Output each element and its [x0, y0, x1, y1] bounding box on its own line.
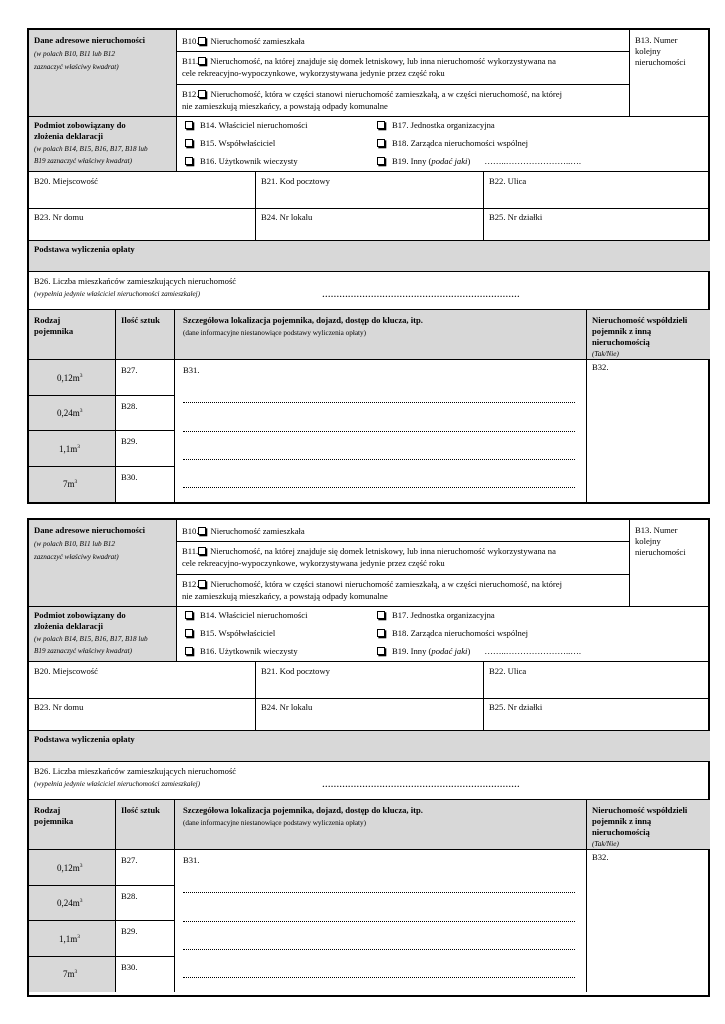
subject-title: Podmiot zobowiązany do — [34, 120, 126, 130]
b14-option[interactable] — [185, 120, 307, 131]
b16-checkbox[interactable] — [185, 157, 193, 165]
unit-sup: 3 — [74, 479, 78, 485]
address-hint: (w polach B10, B11 lub B12 — [34, 50, 115, 58]
b16-label: B16. Użytkownik wieczysty — [200, 156, 298, 166]
address-title: Dane adresowe nieruchomości — [34, 35, 146, 45]
col-loc-hint: (dane informacyjne niestanowiące podstawy wyliczenia opłaty) — [183, 329, 367, 337]
b13-label: nieruchomości — [635, 57, 686, 67]
b20-field[interactable] — [29, 662, 256, 699]
col-qty-label: Ilość sztuk — [121, 315, 160, 325]
b25-field[interactable] — [484, 209, 710, 241]
b16-option[interactable] — [185, 156, 298, 167]
b11-text: Nieruchomość, na której znajduje się domek letniskowy, lub inna nieruchomość wykorzystywana na — [210, 56, 556, 66]
b18-label: B18. Zarządca nieruchomości wspólnej — [392, 628, 529, 638]
basis-title: Podstawa wyliczenia opłaty — [34, 734, 135, 744]
b11-cell[interactable] — [177, 542, 630, 575]
b12-label: B12. — [182, 579, 199, 589]
col-loc-label: Szczegółowa lokalizacja pojemnika, dojazd, dostęp do klucza, itp. — [183, 315, 423, 325]
subject-label-cell — [29, 607, 177, 662]
basis-header — [29, 731, 710, 762]
b23-field[interactable] — [29, 699, 256, 731]
b12-checkbox[interactable] — [198, 580, 206, 588]
b19-option[interactable] — [377, 646, 581, 657]
container-size: 0,12m — [57, 863, 80, 873]
unit-sup: 3 — [79, 863, 83, 869]
b11-text: Nieruchomość, na której znajduje się domek letniskowy, lub inna nieruchomość wykorzystywana na — [210, 546, 556, 556]
b11-label: B11. — [182, 56, 199, 66]
b25-field[interactable] — [484, 699, 710, 731]
address-label-cell — [29, 520, 177, 607]
col-type-header — [29, 800, 116, 850]
b28-label: B28. — [121, 891, 138, 901]
b22-label: B22. Ulica — [489, 666, 527, 676]
b27-label: B27. — [121, 365, 138, 375]
b19-label: B19. Inny ( — [392, 156, 432, 166]
b12-text: Nieruchomość, która w części stanowi nieruchomość zamieszkałą, a w części nieruchomość, na której — [210, 89, 562, 99]
b12-cell[interactable] — [177, 575, 630, 607]
col-loc-label: Szczegółowa lokalizacja pojemnika, dojazd, dostęp do klucza, itp. — [183, 805, 423, 815]
row-type-3 — [29, 957, 116, 992]
container-size: 0,24m — [57, 408, 80, 418]
unit-sup: 3 — [79, 898, 83, 904]
b16-option[interactable] — [185, 646, 298, 657]
b11-text: cele rekreacyjno-wypoczynkowe, wykorzystywana jedynie przez część roku — [182, 68, 445, 78]
b15-label: B15. Współwłaściciel — [200, 628, 276, 638]
b26-field[interactable] — [29, 272, 710, 310]
b19-hint: podać jaki — [431, 646, 468, 656]
b20-field[interactable] — [29, 172, 256, 209]
row-qty-0[interactable] — [116, 360, 175, 396]
b26-dots: …………………………………………………………… — [322, 289, 520, 299]
b26-label: B26. Liczba mieszkańców zamieszkujących nieruchomość — [34, 276, 237, 286]
b14-label: B14. Właściciel nieruchomości — [200, 120, 308, 130]
b10-label: B10. — [182, 526, 199, 536]
unit-sup: 3 — [77, 444, 81, 450]
row-type-2 — [29, 921, 116, 957]
b21-label: B21. Kod pocztowy — [261, 666, 330, 676]
row-qty-0[interactable] — [116, 850, 175, 886]
row-qty-2[interactable] — [116, 431, 175, 467]
b27-label: B27. — [121, 855, 138, 865]
col-shared-label: pojemnik z inną — [592, 816, 652, 826]
declaration-section-1 — [27, 28, 710, 504]
basis-title: Podstawa wyliczenia opłaty — [34, 244, 135, 254]
b22-field[interactable] — [484, 172, 710, 209]
b23-label: B23. Nr domu — [34, 702, 84, 712]
col-loc-header — [175, 800, 587, 850]
b32-label: B32. — [592, 852, 609, 862]
subject-hint: (w polach B14, B15, B16, B17, B18 lub — [34, 635, 148, 643]
b22-label: B22. Ulica — [489, 176, 527, 186]
address-hint: (w polach B10, B11 lub B12 — [34, 540, 115, 548]
row-type-0 — [29, 360, 116, 396]
col-shared-label: nieruchomością — [592, 827, 650, 837]
b14-option[interactable] — [185, 610, 307, 621]
b12-text: nie zamieszkują mieszkańcy, a powstają odpady komunalne — [182, 591, 388, 601]
b18-option[interactable] — [377, 628, 528, 639]
address-title: Dane adresowe nieruchomości — [34, 525, 146, 535]
b25-label: B25. Nr działki — [489, 212, 543, 222]
b32-label: B32. — [592, 362, 609, 372]
col-type-label: Rodzaj — [34, 315, 61, 325]
row-qty-3[interactable] — [116, 467, 175, 502]
dotted-line — [183, 892, 575, 893]
address-hint: zaznaczyć właściwy kwadrat) — [34, 553, 119, 561]
b21-field[interactable] — [256, 662, 484, 699]
row-type-3 — [29, 467, 116, 502]
col-type-label: Rodzaj — [34, 805, 61, 815]
b19-dots: ……..…………………..…. — [484, 646, 581, 656]
b12-text: Nieruchomość, która w części stanowi nieruchomość zamieszkałą, a w części nieruchomość, na której — [210, 579, 562, 589]
b19-label: B19. Inny ( — [392, 646, 432, 656]
subject-options-cell — [177, 607, 710, 662]
unit-sup: 3 — [79, 373, 83, 379]
col-qty-header — [116, 800, 175, 850]
subject-hint: (w polach B14, B15, B16, B17, B18 lub — [34, 145, 148, 153]
b21-label: B21. Kod pocztowy — [261, 176, 330, 186]
b26-hint: (wypełnia jedynie właściciel nieruchomości zamieszkałej) — [34, 780, 201, 788]
subject-title: Podmiot zobowiązany do — [34, 610, 126, 620]
b25-label: B25. Nr działki — [489, 702, 543, 712]
b10-checkbox[interactable] — [198, 37, 206, 45]
b11-checkbox[interactable] — [198, 57, 206, 65]
col-shared-header — [587, 310, 710, 360]
b11-text: cele rekreacyjno-wypoczynkowe, wykorzystywana jedynie przez część roku — [182, 558, 445, 568]
b19-option[interactable] — [377, 156, 581, 167]
col-shared-hint: (Tak/Nie) — [592, 350, 619, 358]
col-loc-header — [175, 310, 587, 360]
b29-label: B29. — [121, 926, 138, 936]
col-type-label: pojemnika — [34, 326, 74, 336]
dotted-line — [183, 431, 575, 432]
container-size: 7m — [63, 969, 75, 979]
b31-label: B31. — [183, 365, 200, 375]
b17-label: B17. Jednostka organizacyjna — [392, 610, 495, 620]
col-qty-label: Ilość sztuk — [121, 805, 160, 815]
col-shared-label: Nieruchomość współdzieli — [592, 315, 688, 325]
b17-option[interactable] — [377, 120, 495, 131]
b26-hint: (wypełnia jedynie właściciel nieruchomości zamieszkałej) — [34, 290, 201, 298]
b15-checkbox[interactable] — [185, 139, 193, 147]
b12-text: nie zamieszkują mieszkańcy, a powstają odpady komunalne — [182, 101, 388, 111]
subject-label-cell — [29, 117, 177, 172]
b11-checkbox[interactable] — [198, 547, 206, 555]
subject-hint: B19 zaznaczyć właściwy kwadrat) — [34, 647, 133, 655]
b15-label: B15. Współwłaściciel — [200, 138, 276, 148]
subject-options-cell — [177, 117, 710, 172]
b17-checkbox[interactable] — [377, 611, 385, 619]
b13-field[interactable] — [630, 520, 710, 607]
b18-checkbox[interactable] — [377, 629, 385, 637]
b31-field[interactable] — [175, 850, 587, 992]
col-shared-label: pojemnik z inną — [592, 326, 652, 336]
b19-dots: ……..…………………..…. — [484, 156, 581, 166]
row-qty-3[interactable] — [116, 957, 175, 992]
b20-label: B20. Miejscowość — [34, 176, 98, 186]
b13-label: kolejny — [635, 46, 661, 56]
subject-title: złożenia deklaracji — [34, 621, 103, 631]
b10-cell[interactable] — [177, 520, 630, 542]
b13-label: kolejny — [635, 536, 661, 546]
b24-field[interactable] — [256, 209, 484, 241]
b18-checkbox[interactable] — [377, 139, 385, 147]
b19-close: ) — [467, 646, 471, 656]
dotted-line — [183, 949, 575, 950]
b26-field[interactable] — [29, 762, 710, 800]
b26-dots: …………………………………………………………… — [322, 779, 520, 789]
col-shared-label: Nieruchomość współdzieli — [592, 805, 688, 815]
b13-label: B13. Numer — [635, 35, 678, 45]
row-qty-2[interactable] — [116, 921, 175, 957]
b14-label: B14. Właściciel nieruchomości — [200, 610, 308, 620]
row-type-2 — [29, 431, 116, 467]
b22-field[interactable] — [484, 662, 710, 699]
address-hint: zaznaczyć właściwy kwadrat) — [34, 63, 119, 71]
b23-label: B23. Nr domu — [34, 212, 84, 222]
b17-checkbox[interactable] — [377, 121, 385, 129]
b10-text: Nieruchomość zamieszkała — [210, 526, 305, 536]
b21-field[interactable] — [256, 172, 484, 209]
col-shared-label: nieruchomością — [592, 337, 650, 347]
col-loc-hint: (dane informacyjne niestanowiące podstawy wyliczenia opłaty) — [183, 819, 367, 827]
b24-label: B24. Nr lokalu — [261, 702, 313, 712]
b11-label: B11. — [182, 546, 199, 556]
b28-label: B28. — [121, 401, 138, 411]
row-type-1 — [29, 886, 116, 921]
b11-cell[interactable] — [177, 52, 630, 85]
b23-field[interactable] — [29, 209, 256, 241]
subject-hint: B19 zaznaczyć właściwy kwadrat) — [34, 157, 133, 165]
b31-field[interactable] — [175, 360, 587, 502]
container-size: 1,1m — [59, 934, 78, 944]
b18-option[interactable] — [377, 138, 528, 149]
row-qty-1[interactable] — [116, 396, 175, 431]
unit-sup: 3 — [79, 408, 83, 414]
unit-sup: 3 — [74, 969, 78, 975]
b26-label: B26. Liczba mieszkańców zamieszkujących nieruchomość — [34, 766, 237, 776]
b14-checkbox[interactable] — [185, 611, 193, 619]
dotted-line — [183, 977, 575, 978]
b20-label: B20. Miejscowość — [34, 666, 98, 676]
subject-title: złożenia deklaracji — [34, 131, 103, 141]
row-type-0 — [29, 850, 116, 886]
b31-label: B31. — [183, 855, 200, 865]
b16-label: B16. Użytkownik wieczysty — [200, 646, 298, 656]
container-size: 1,1m — [59, 444, 78, 454]
b14-checkbox[interactable] — [185, 121, 193, 129]
b19-close: ) — [467, 156, 471, 166]
b32-field[interactable] — [587, 360, 710, 502]
address-label-cell — [29, 30, 177, 117]
b10-checkbox[interactable] — [198, 527, 206, 535]
dotted-line — [183, 459, 575, 460]
container-size: 0,24m — [57, 898, 80, 908]
b24-field[interactable] — [256, 699, 484, 731]
b10-label: B10. — [182, 36, 199, 46]
b12-checkbox[interactable] — [198, 90, 206, 98]
b19-checkbox[interactable] — [377, 647, 385, 655]
b32-field[interactable] — [587, 850, 710, 992]
b15-option[interactable] — [185, 138, 275, 149]
b19-hint: podać jaki — [431, 156, 468, 166]
b17-label: B17. Jednostka organizacyjna — [392, 120, 495, 130]
dotted-line — [183, 402, 575, 403]
col-type-label: pojemnika — [34, 816, 74, 826]
b10-text: Nieruchomość zamieszkała — [210, 36, 305, 46]
b17-option[interactable] — [377, 610, 495, 621]
b15-option[interactable] — [185, 628, 275, 639]
b19-checkbox[interactable] — [377, 157, 385, 165]
row-type-1 — [29, 396, 116, 431]
b13-field[interactable] — [630, 30, 710, 117]
b10-cell[interactable] — [177, 30, 630, 52]
b12-label: B12. — [182, 89, 199, 99]
container-size: 7m — [63, 479, 75, 489]
container-size: 0,12m — [57, 373, 80, 383]
basis-header — [29, 241, 710, 272]
b12-cell[interactable] — [177, 85, 630, 117]
row-qty-1[interactable] — [116, 886, 175, 921]
b30-label: B30. — [121, 472, 138, 482]
b13-label: nieruchomości — [635, 547, 686, 557]
unit-sup: 3 — [77, 934, 81, 940]
b15-checkbox[interactable] — [185, 629, 193, 637]
col-shared-hint: (Tak/Nie) — [592, 840, 619, 848]
b18-label: B18. Zarządca nieruchomości wspólnej — [392, 138, 529, 148]
col-qty-header — [116, 310, 175, 360]
declaration-section-2 — [27, 518, 710, 997]
b13-label: B13. Numer — [635, 525, 678, 535]
col-shared-header — [587, 800, 710, 850]
dotted-line — [183, 921, 575, 922]
b29-label: B29. — [121, 436, 138, 446]
b30-label: B30. — [121, 962, 138, 972]
b24-label: B24. Nr lokalu — [261, 212, 313, 222]
col-type-header — [29, 310, 116, 360]
b16-checkbox[interactable] — [185, 647, 193, 655]
dotted-line — [183, 487, 575, 488]
